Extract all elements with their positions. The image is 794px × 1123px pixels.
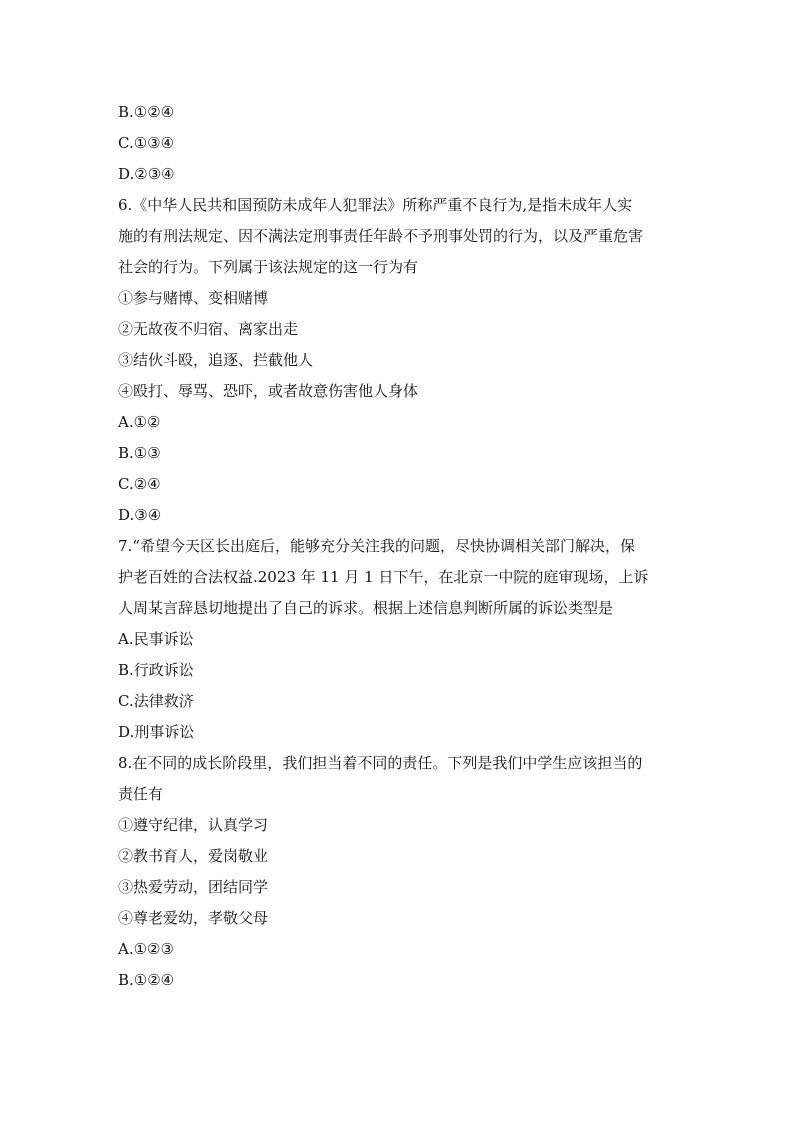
option-b: B.①②④ xyxy=(118,103,175,121)
option-b: B.①③ xyxy=(118,444,161,462)
statement-4: ④尊老爱幼，孝敬父母 xyxy=(118,909,269,927)
question-7 xyxy=(118,531,678,748)
question-8 xyxy=(118,748,678,996)
statement-2: ②教书育人，爱岗敬业 xyxy=(118,847,269,865)
exam-page xyxy=(118,97,678,996)
stem-line: 6.《中华人民共和国预防未成年人犯罪法》所称严重不良行为,是指未成年人实 xyxy=(118,196,633,214)
stem-line: 施的有刑法规定、因不满法定刑事责任年龄不予刑事处罚的行为，以及严重危害 xyxy=(118,227,644,245)
option-c: C.法律救济 xyxy=(118,692,194,710)
option-d: D.③④ xyxy=(118,506,162,524)
statement-3: ③结伙斗殴，追逐、拦截他人 xyxy=(118,351,314,369)
option-c: C.①③④ xyxy=(118,134,175,152)
option-a: A.①② xyxy=(118,413,161,431)
option-b: B.行政诉讼 xyxy=(118,661,194,679)
option-d: D.②③④ xyxy=(118,165,175,183)
statement-2: ②无故夜不归宿、离家出走 xyxy=(118,320,299,338)
option-d: D.刑事诉讼 xyxy=(118,723,195,741)
question-8-stem xyxy=(118,748,678,810)
option-c: C.②④ xyxy=(118,475,161,493)
stem-line: 护老百姓的合法权益.2023 年 11 月 1 日下午，在北京一中院的庭审现场，上诉 xyxy=(118,568,649,586)
statement-3: ③热爱劳动，团结同学 xyxy=(118,878,269,896)
option-a: A.①②③ xyxy=(118,940,174,958)
statement-4: ④殴打、辱骂、恐吓，或者故意伤害他人身体 xyxy=(118,382,419,400)
stem-line: 7.“希望今天区长出庭后，能够充分关注我的问题，尽快协调相关部门解决，保 xyxy=(118,537,635,555)
question-5-options xyxy=(118,97,678,190)
stem-line: 责任有 xyxy=(118,785,164,803)
question-6 xyxy=(118,190,678,531)
stem-line: 8.在不同的成长阶段里，我们担当着不同的责任。下列是我们中学生应该担当的 xyxy=(118,754,643,772)
option-b: B.①②④ xyxy=(118,971,175,989)
question-6-stem xyxy=(118,190,678,283)
stem-line: 社会的行为。下列属于该法规定的这一行为有 xyxy=(118,258,419,276)
statement-1: ①参与赌博、变相赌博 xyxy=(118,289,269,307)
question-7-stem xyxy=(118,531,678,624)
statement-1: ①遵守纪律，认真学习 xyxy=(118,816,269,834)
stem-line: 人周某言辞恳切地提出了自己的诉求。根据上述信息判断所属的诉讼类型是 xyxy=(118,599,614,617)
option-a: A.民事诉讼 xyxy=(118,630,194,648)
